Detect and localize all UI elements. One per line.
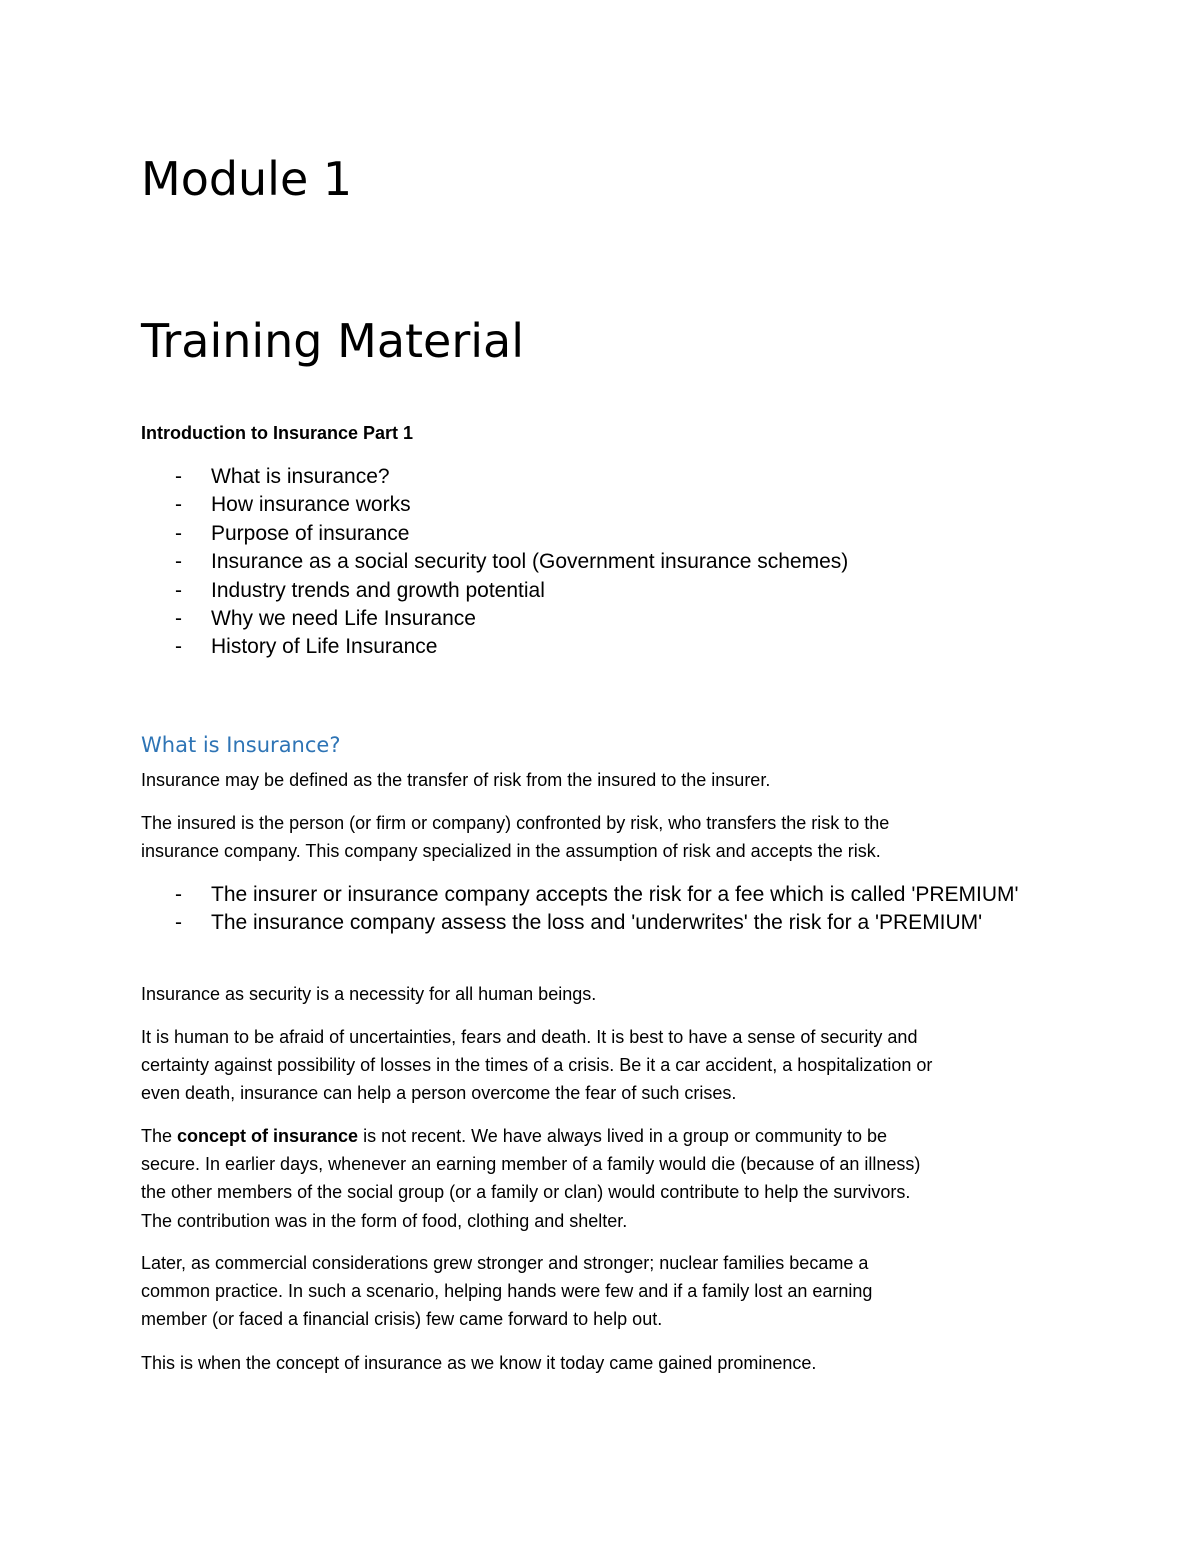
subheading: Introduction to Insurance Part 1 xyxy=(141,423,414,443)
list-item xyxy=(141,577,848,605)
bullet-dash: - xyxy=(175,606,182,630)
paragraph-line: the other members of the social group (or a family or clan) would contribute to help the survivors. xyxy=(141,1182,911,1203)
bullet-dash: - xyxy=(175,883,182,906)
insured-paragraph xyxy=(141,809,889,865)
list-item xyxy=(141,605,848,633)
paragraph-line: Later, as commercial considerations grew stronger and stronger; nuclear families became a xyxy=(141,1253,869,1273)
paragraph-text: The xyxy=(141,1126,178,1146)
paragraph-line: certainty against possibility of losses in the times of a crisis. Be it a car accident, a hospitalization or xyxy=(141,1055,933,1076)
list-item-text: Insurance as a social security tool (Government insurance schemes) xyxy=(211,550,849,574)
fear-paragraph xyxy=(141,1023,932,1108)
list-item-text: Purpose of insurance xyxy=(211,521,410,545)
list-item-text: Industry trends and growth potential xyxy=(211,578,545,602)
paragraph-text: is not recent. We have always lived in a group or community to be xyxy=(358,1126,888,1146)
bullet-dash: - xyxy=(175,493,182,517)
list-item-text: What is insurance? xyxy=(211,465,390,488)
list-item-text: History of Life Insurance xyxy=(211,635,438,659)
later-paragraph xyxy=(141,1249,872,1334)
list-item xyxy=(141,491,848,519)
list-item xyxy=(141,881,1019,909)
bullet-dash: - xyxy=(175,578,182,602)
bullet-dash: - xyxy=(175,911,182,935)
list-item xyxy=(141,520,848,548)
list-item xyxy=(141,463,848,491)
paragraph-line: The insured is the person (or firm or company) confronted by risk, who transfers the risk to the xyxy=(141,813,890,833)
premium-list xyxy=(141,881,1019,938)
emphasis-text: concept of insurance xyxy=(177,1126,359,1146)
definition-paragraph: Insurance may be defined as the transfer of risk from the insured to the insurer. xyxy=(141,770,771,790)
section-heading: What is Insurance? xyxy=(141,733,341,757)
bullet-dash: - xyxy=(175,521,182,545)
paragraph-line: The contribution was in the form of food, clothing and shelter. xyxy=(141,1210,628,1231)
list-item-text: How insurance works xyxy=(211,493,411,517)
document-title: Training Material xyxy=(141,314,525,368)
bullet-dash: - xyxy=(175,550,182,574)
list-item-text: Why we need Life Insurance xyxy=(211,606,476,630)
list-item-text: The insurer or insurance company accepts the risk for a fee which is called 'PREMIUM' xyxy=(211,883,1019,906)
paragraph-line: common practice. In such a scenario, helping hands were few and if a family lost an earning xyxy=(141,1281,873,1302)
list-item xyxy=(141,548,848,576)
list-item xyxy=(141,633,848,661)
paragraph-line: It is human to be afraid of uncertainties, fears and death. It is best to have a sense of security and xyxy=(141,1027,918,1047)
topics-list xyxy=(141,463,848,662)
paragraph-line: secure. In earlier days, whenever an earning member of a family would die (because of an illness) xyxy=(141,1154,921,1175)
security-paragraph: Insurance as security is a necessity for all human beings. xyxy=(141,984,597,1004)
list-item xyxy=(141,909,1019,937)
closing-paragraph: This is when the concept of insurance as we know it today came gained prominence. xyxy=(141,1353,817,1373)
paragraph-line: insurance company. This company specialized in the assumption of risk and accepts the risk. xyxy=(141,841,881,862)
list-item-text: The insurance company assess the loss and 'underwrites' the risk for a 'PREMIUM' xyxy=(211,911,983,935)
bullet-dash: - xyxy=(175,635,182,659)
concept-paragraph xyxy=(141,1122,920,1235)
paragraph-line: even death, insurance can help a person overcome the fear of such crises. xyxy=(141,1083,737,1104)
module-title: Module 1 xyxy=(141,152,353,206)
paragraph-line: member (or faced a financial crisis) few came forward to help out. xyxy=(141,1309,663,1330)
bullet-dash: - xyxy=(175,465,182,488)
